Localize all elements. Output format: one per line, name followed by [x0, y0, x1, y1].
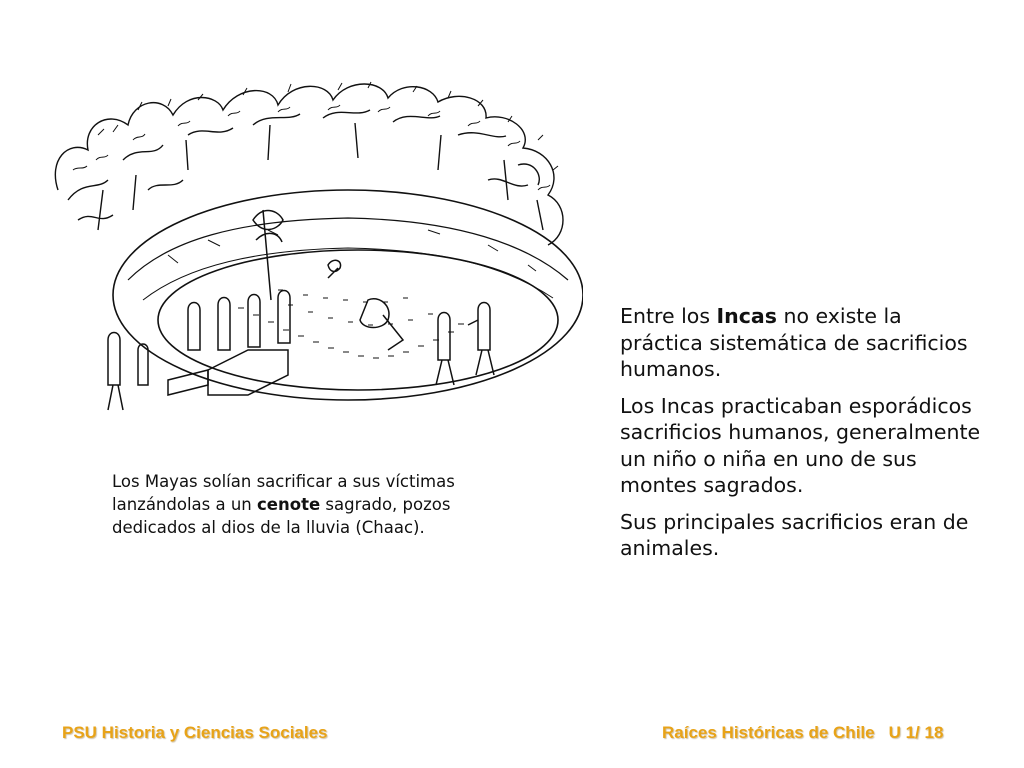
- p1-incas-term: Incas: [716, 304, 777, 328]
- footer-page-number: U 1/ 18: [888, 723, 944, 742]
- priests-group: [108, 210, 494, 410]
- tree-canopy: [55, 82, 563, 245]
- caption-text-end: sagrado, pozos dedicados al dios de la lluvia (Chaac).: [112, 495, 451, 537]
- cenote-illustration: [38, 40, 583, 420]
- caption-cenote-term: cenote: [257, 495, 321, 514]
- footer-unit-title: Raíces Históricas de Chile: [662, 723, 875, 742]
- footer-course-title: PSU Historia y Ciencias Sociales: [62, 723, 328, 742]
- p1-start: Entre los: [620, 304, 717, 328]
- p1-end: no existe la práctica sistemática de sacrificios humanos.: [620, 304, 968, 381]
- cenote-rim: [113, 190, 583, 400]
- incas-paragraph-3: Sus principales sacrificios eran de animales.: [620, 509, 969, 560]
- incas-paragraph-1: [620, 303, 990, 383]
- incas-text-block: [620, 303, 990, 572]
- illustration-caption: [112, 470, 462, 539]
- incas-paragraph-2: Los Incas practicaban esporádicos sacrificios humanos, generalmente un niño o niña en uno de sus montes sagrados.: [620, 393, 981, 497]
- caption-text-start: Los Mayas solían sacrificar a sus víctimas lanzándolas a un: [112, 472, 455, 514]
- footer-unit-info: [662, 723, 943, 747]
